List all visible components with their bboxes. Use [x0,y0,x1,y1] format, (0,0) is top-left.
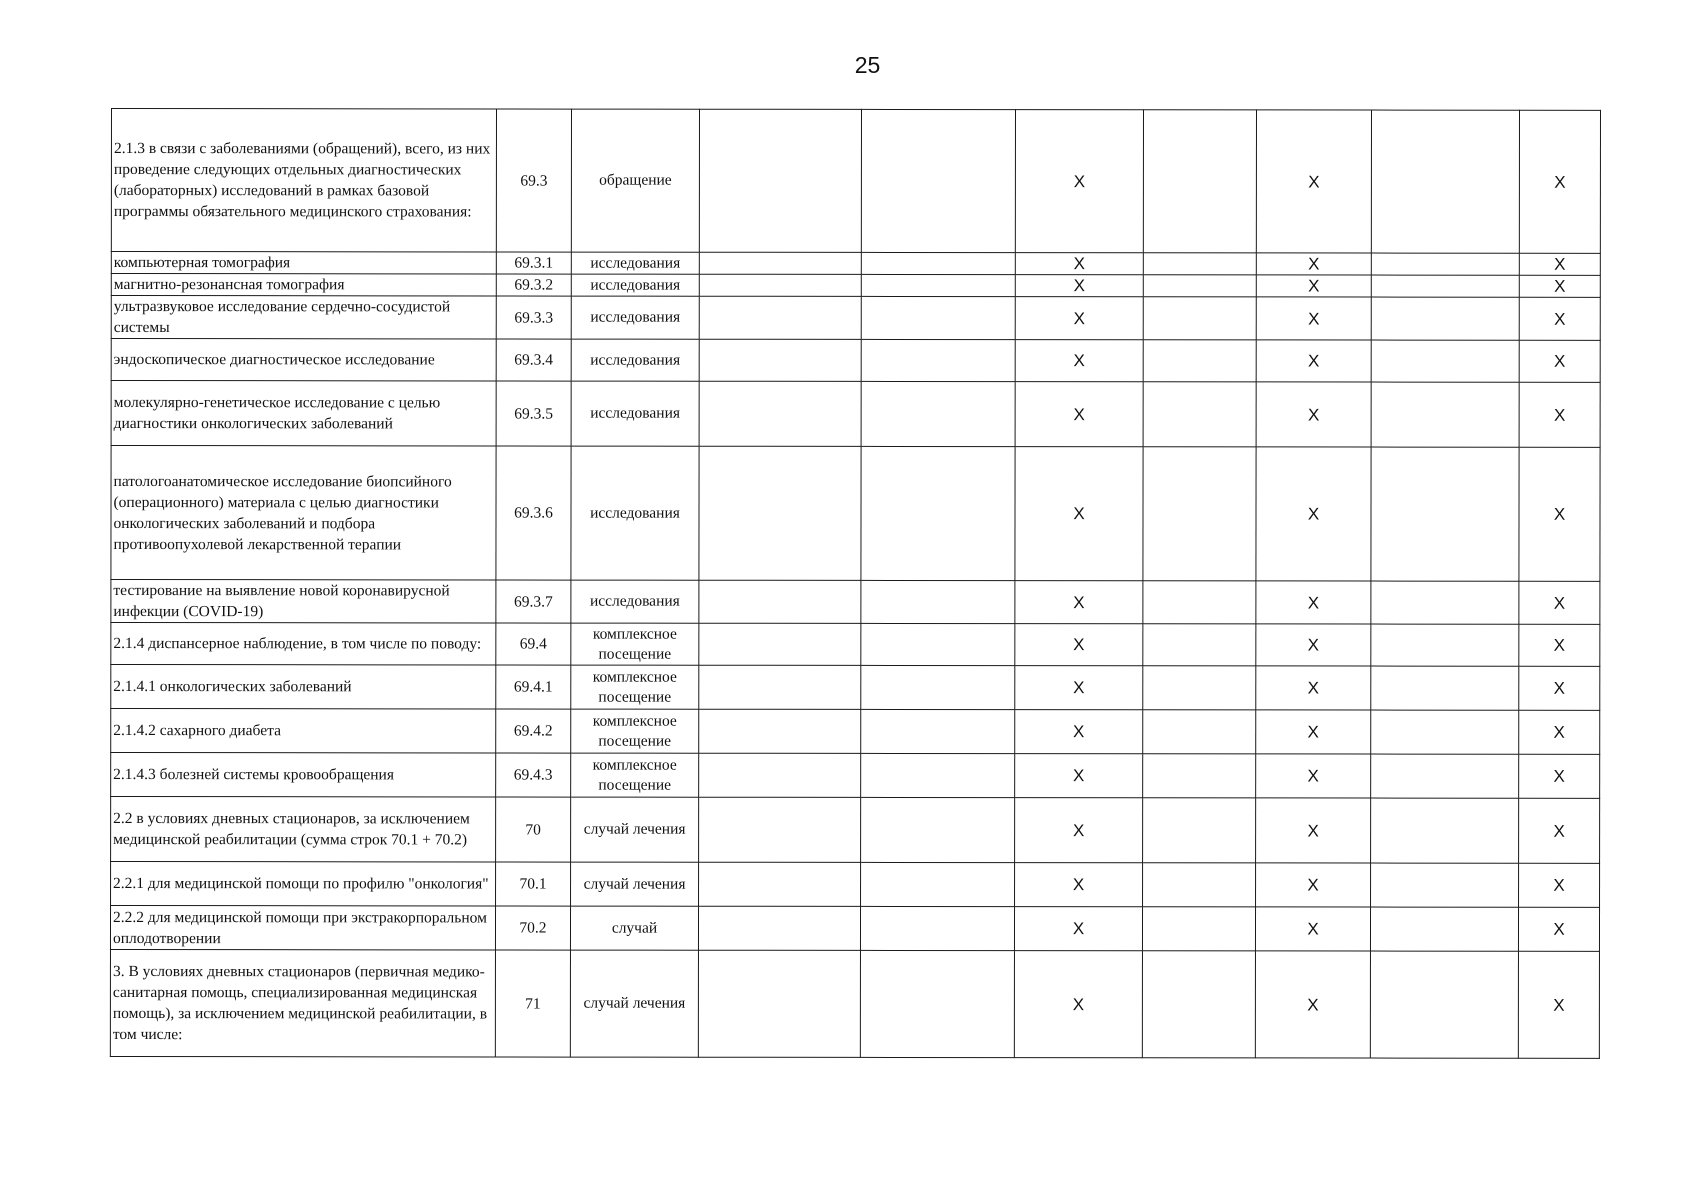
x-mark-cell: X [1519,297,1600,340]
value-cell [1371,275,1519,297]
value-cell [1142,907,1255,951]
value-cell [699,709,861,753]
x-mark-cell: X [1256,275,1371,297]
row-unit-cell: исследования [571,339,699,381]
x-mark-cell: X [1256,710,1371,754]
row-name-cell: патологоанатомическое исследование биопсийного (операционного) материала с целью диагностики онкологических заболеваний и подбора противоопухолевой лекарственной терапии [111,446,496,580]
table-row [111,580,1600,625]
row-name-cell: 2.1.4.2 сахарного диабета [111,709,496,753]
row-unit-cell: случай лечения [571,862,699,906]
value-cell [860,950,1014,1057]
value-cell [1143,253,1256,275]
value-cell [1143,666,1256,710]
value-cell [1371,340,1519,382]
value-cell [861,381,1015,446]
row-unit-cell: исследования [571,274,699,296]
x-mark-cell: X [1519,447,1600,581]
value-cell [861,580,1015,623]
table-row [111,296,1600,341]
x-mark-cell: X [1256,110,1371,253]
value-cell [1143,275,1256,297]
value-cell [861,862,1015,906]
value-cell [699,797,861,862]
value-cell [1371,624,1519,666]
x-mark-cell: X [1015,340,1143,382]
x-mark-cell: X [1518,951,1599,1058]
data-table [110,108,1601,1059]
row-code-cell: 70 [496,797,571,862]
value-cell [861,797,1015,862]
x-mark-cell: X [1015,863,1143,907]
x-mark-cell: X [1519,624,1600,666]
row-code-cell: 70.1 [496,862,571,906]
x-mark-cell: X [1256,863,1371,907]
x-mark-cell: X [1255,951,1370,1058]
value-cell [861,274,1015,296]
value-cell [861,446,1015,580]
x-mark-cell: X [1014,951,1142,1058]
row-name-cell: молекулярно-генетическое исследование с целью диагностики онкологических заболеваний [111,381,496,446]
value-cell [1143,863,1256,907]
table-row [111,753,1600,799]
x-mark-cell: X [1519,666,1600,710]
value-cell [699,580,861,623]
value-cell [1370,907,1518,951]
value-cell [1370,951,1518,1058]
x-mark-cell: X [1015,447,1143,581]
row-name-cell: 2.2.1 для медицинской помощи по профилю "онкология" [111,862,496,906]
row-unit-cell: комплексное посещение [571,709,699,753]
row-name-cell: 2.1.4 диспансерное наблюдение, в том числе по поводу: [111,623,496,665]
x-mark-cell: X [1256,624,1371,666]
value-cell [861,753,1015,797]
value-cell [1371,110,1519,253]
row-name-cell: 2.1.4.3 болезней системы кровообращения [111,753,496,797]
x-mark-cell: X [1518,907,1599,951]
row-unit-cell: исследования [571,381,699,446]
x-mark-cell: X [1015,754,1143,798]
row-name-cell: 2.1.4.1 онкологических заболеваний [111,665,496,709]
x-mark-cell: X [1519,275,1600,297]
x-mark-cell: X [1015,581,1143,624]
value-cell [698,906,860,950]
value-cell [861,296,1015,339]
x-mark-cell: X [1015,382,1143,447]
value-cell [1371,754,1519,798]
value-cell [861,623,1015,665]
value-cell [1371,710,1519,754]
x-mark-cell: X [1519,710,1600,754]
row-unit-cell: случай [570,906,698,950]
value-cell [1143,110,1256,253]
value-cell [861,665,1015,709]
value-cell [699,296,861,339]
table-row [111,252,1600,276]
x-mark-cell: X [1519,340,1600,382]
table-row [111,623,1600,667]
value-cell [699,109,861,252]
row-code-cell: 69.3.6 [496,446,571,580]
value-cell [1371,253,1519,275]
value-cell [860,906,1014,950]
value-cell [1143,754,1256,798]
x-mark-cell: X [1519,581,1600,624]
x-mark-cell: X [1015,710,1143,754]
value-cell [698,950,860,1057]
row-unit-cell: исследования [571,296,699,339]
x-mark-cell: X [1256,798,1371,863]
x-mark-cell: X [1015,275,1143,297]
x-mark-cell: X [1256,253,1371,275]
value-cell [1371,297,1519,340]
value-cell [1142,951,1255,1058]
row-code-cell: 69.3 [496,109,571,252]
row-code-cell: 69.3.5 [496,381,571,446]
x-mark-cell: X [1256,581,1371,624]
table-row [111,709,1600,755]
value-cell [699,446,861,580]
x-mark-cell: X [1014,907,1142,951]
table-row [110,950,1599,1059]
row-unit-cell: комплексное посещение [571,665,699,709]
row-name-cell: тестирование на выявление новой коронавирусной инфекции (COVID-19) [111,580,496,623]
row-code-cell: 69.4 [496,623,571,665]
value-cell [1143,447,1256,581]
row-code-cell: 70.2 [495,906,570,950]
x-mark-cell: X [1519,110,1600,253]
table-row [110,906,1599,952]
row-code-cell: 69.3.7 [496,580,571,623]
x-mark-cell: X [1015,666,1143,710]
table-row [111,109,1600,254]
row-unit-cell: комплексное посещение [571,623,699,665]
x-mark-cell: X [1256,754,1371,798]
row-name-cell: 2.1.3 в связи с заболеваниями (обращений), всего, из них проведение следующих отдельных диагностических (лабораторных) исследований в рамках базовой программы обязательного медицинского страхования: [111,109,496,252]
row-name-cell: компьютерная томография [111,252,496,274]
x-mark-cell: X [1256,340,1371,382]
x-mark-cell: X [1519,754,1600,798]
value-cell [1143,297,1256,340]
value-cell [699,381,861,446]
table-row [111,862,1600,908]
value-cell [1371,447,1519,581]
value-cell [861,709,1015,753]
table-row [111,274,1600,298]
value-cell [699,339,861,381]
x-mark-cell: X [1256,666,1371,710]
value-cell [1143,624,1256,666]
row-code-cell: 69.3.4 [496,339,571,381]
row-name-cell: эндоскопическое диагностическое исследование [111,339,496,381]
row-unit-cell: исследования [571,580,699,623]
table-row [111,446,1600,582]
row-code-cell: 69.4.3 [496,753,571,797]
row-name-cell: 2.2 в условиях дневных стационаров, за исключением медицинской реабилитации (сумма строк 70.1 + 70.2) [111,797,496,862]
table-body [110,109,1600,1059]
value-cell [1371,666,1519,710]
row-unit-cell: случай лечения [570,950,698,1057]
x-mark-cell: X [1015,798,1143,863]
x-mark-cell: X [1015,297,1143,340]
value-cell [699,252,861,274]
row-unit-cell: исследования [571,252,699,274]
x-mark-cell: X [1519,382,1600,447]
value-cell [1371,798,1519,863]
value-cell [861,339,1015,381]
row-code-cell: 69.3.1 [496,252,571,274]
x-mark-cell: X [1015,110,1143,253]
value-cell [699,753,861,797]
row-name-cell: 2.2.2 для медицинской помощи при экстракорпоральном оплодотворении [110,906,495,950]
value-cell [1371,382,1519,447]
value-cell [861,252,1015,274]
row-name-cell: магнитно-резонансная томография [111,274,496,296]
x-mark-cell: X [1256,382,1371,447]
value-cell [1143,340,1256,382]
table-row [111,665,1600,711]
value-cell [1143,382,1256,447]
value-cell [1143,798,1256,863]
value-cell [699,862,861,906]
row-code-cell: 71 [495,950,570,1057]
row-unit-cell: случай лечения [571,797,699,862]
value-cell [1371,581,1519,624]
value-cell [1371,863,1519,907]
row-code-cell: 69.3.3 [496,296,571,339]
row-name-cell: ультразвуковое исследование сердечно-сосудистой системы [111,296,496,339]
x-mark-cell: X [1015,253,1143,275]
x-mark-cell: X [1255,907,1370,951]
row-unit-cell: комплексное посещение [571,753,699,797]
value-cell [699,623,861,665]
row-unit-cell: обращение [571,109,699,252]
row-name-cell: 3. В условиях дневных стационаров (первичная медико-санитарная помощь, специализированная медицинская помощь), за исключением медицинской реабилитации, в том числе: [110,950,495,1057]
table-row [111,339,1600,383]
table-row [111,381,1600,448]
value-cell [1143,710,1256,754]
x-mark-cell: X [1519,253,1600,275]
x-mark-cell: X [1519,863,1600,907]
x-mark-cell: X [1519,798,1600,863]
row-code-cell: 69.3.2 [496,274,571,296]
value-cell [1143,581,1256,624]
row-code-cell: 69.4.2 [496,709,571,753]
value-cell [699,274,861,296]
row-code-cell: 69.4.1 [496,665,571,709]
page-number: 25 [854,52,881,78]
x-mark-cell: X [1256,297,1371,340]
row-unit-cell: исследования [571,446,699,580]
x-mark-cell: X [1015,624,1143,666]
value-cell [699,665,861,709]
table-row [111,797,1600,864]
value-cell [861,109,1015,252]
x-mark-cell: X [1256,447,1371,581]
